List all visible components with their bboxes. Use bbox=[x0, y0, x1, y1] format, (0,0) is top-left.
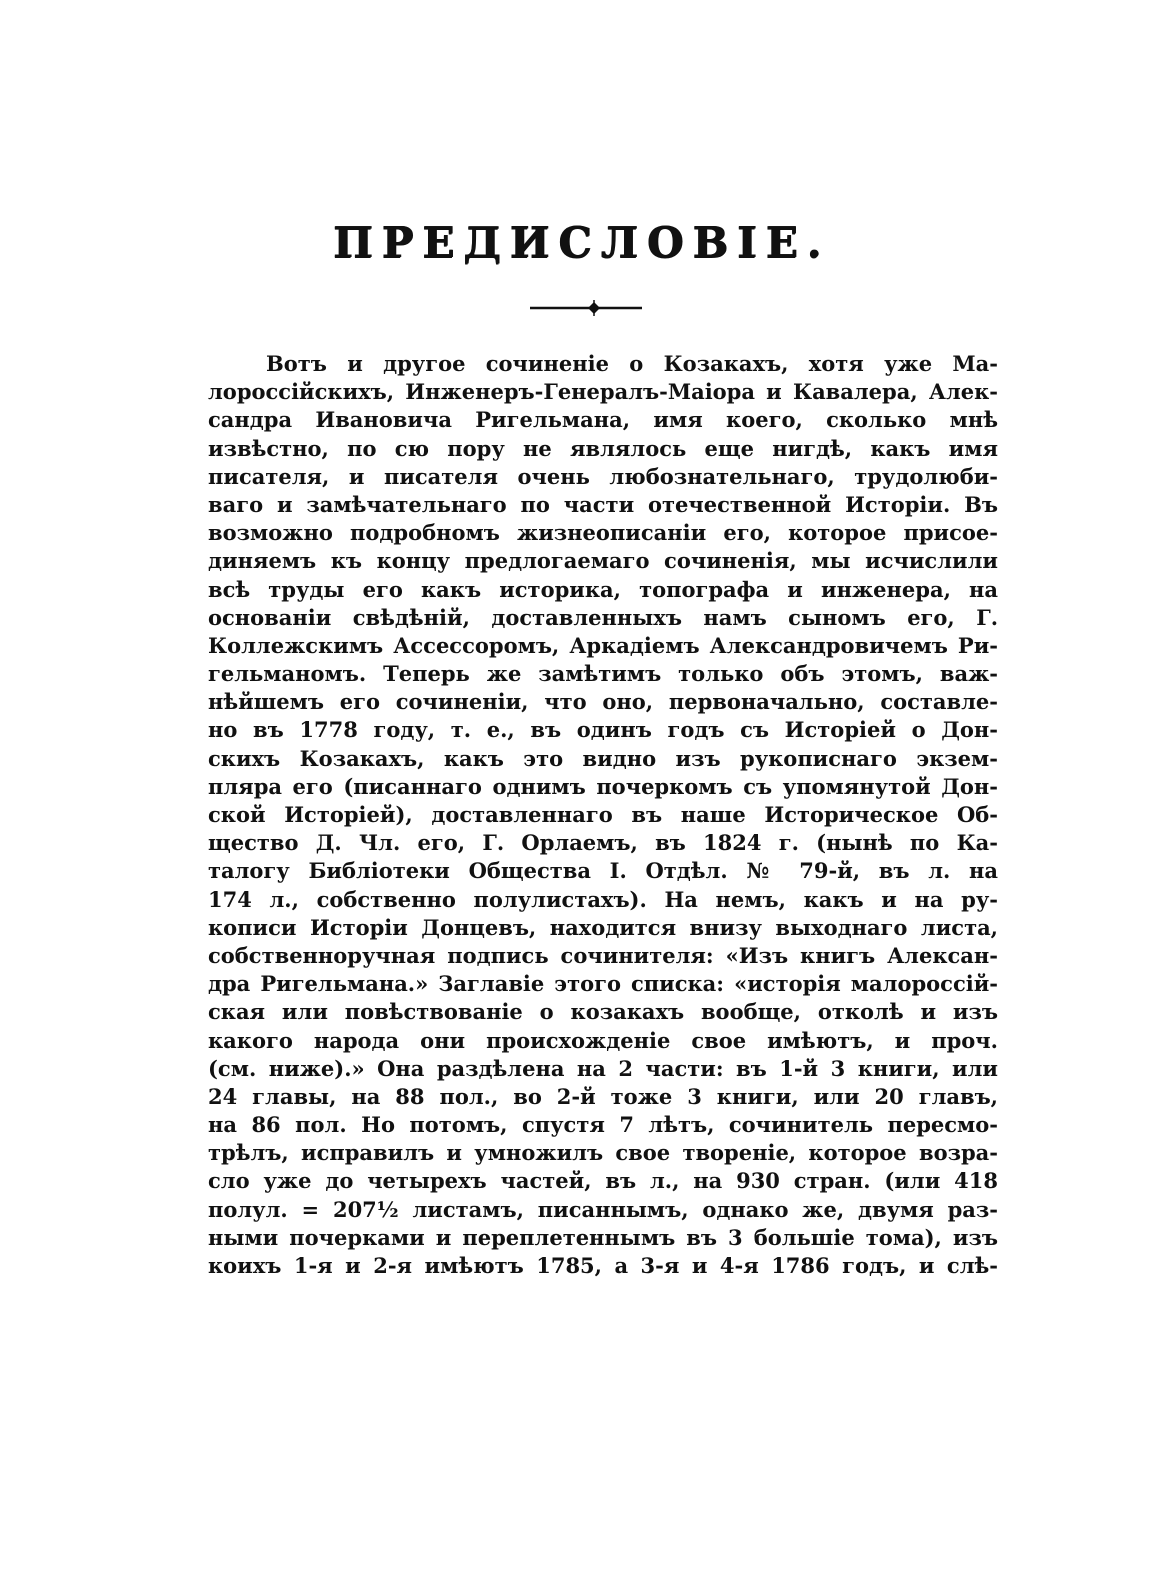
text-line: на 86 пол. Но потомъ, спустя 7 лѣтъ, сочинитель пересмо- bbox=[208, 1112, 998, 1138]
preface-text bbox=[208, 350, 998, 1280]
title-ornament bbox=[530, 300, 642, 316]
text-line: основаніи свѣдѣній, доставленныхъ намъ сыномъ его, Г. bbox=[208, 604, 998, 630]
text-line: всѣ труды его какъ историка, топографа и инженера, на bbox=[208, 576, 998, 602]
text-line: кописи Исторіи Донцевъ, находится внизу выходнаго листа, bbox=[208, 914, 998, 940]
text-line: ская или повѣствованіе о козакахъ вообще, отколѣ и изъ bbox=[208, 999, 998, 1025]
text-line: собственноручная подпись сочинителя: «Изъ книгъ Алексан- bbox=[208, 942, 998, 968]
text-line: ными почерками и переплетеннымъ въ 3 большіе тома), изъ bbox=[208, 1224, 998, 1250]
text-line: (см. ниже).» Она раздѣлена на 2 части: въ 1-й 3 книги, или bbox=[208, 1055, 998, 1081]
text-line: талогу Библіотеки Общества I. Отдѣл. № 79-й, въ л. на bbox=[208, 858, 998, 884]
text-line: Коллежскимъ Ассессоромъ, Аркадіемъ Александровичемъ Ри- bbox=[208, 632, 998, 658]
text-line: писателя, и писателя очень любознательнаго, трудолюби- bbox=[208, 463, 998, 489]
text-line: Вотъ и другое сочиненіе о Козакахъ, хотя уже Ма- bbox=[266, 351, 998, 376]
text-line: коихъ 1-я и 2-я имѣютъ 1785, а 3-я и 4-я 1786 годъ, и слѣ- bbox=[208, 1253, 998, 1278]
text-line: возможно подробномъ жизнеописаніи его, которое присое- bbox=[208, 520, 998, 546]
text-line: нѣйшемъ его сочиненіи, что оно, первоначально, составле- bbox=[208, 689, 998, 715]
text-line: ской Исторіей), доставленнаго въ наше Историческое Об- bbox=[208, 802, 998, 827]
text-line: сандра Ивановича Ригельмана, имя коего, сколько мнѣ bbox=[208, 407, 998, 433]
page-title: ПРЕДИСЛОВІЕ. bbox=[332, 218, 831, 267]
text-line: скихъ Козакахъ, какъ это видно изъ рукописнаго экзем- bbox=[208, 745, 998, 771]
text-line: пляра его (писаннаго однимъ почеркомъ съ упомянутой Дон- bbox=[208, 773, 998, 799]
text-line: диняемъ къ концу предлогаемаго сочиненія, мы исчислили bbox=[208, 548, 998, 574]
text-line: какого народа они происхожденіе свое имѣютъ, и проч. bbox=[208, 1027, 998, 1053]
text-line: 24 главы, на 88 пол., во 2-й тоже 3 книги, или 20 главъ, bbox=[208, 1083, 998, 1109]
text-line: лороссійскихъ, Инженеръ-Генералъ-Маіора и Кавалера, Алек- bbox=[208, 379, 998, 405]
text-line: гельманомъ. Теперь же замѣтимъ только объ этомъ, важ- bbox=[208, 661, 998, 687]
text-line: извѣстно, по сю пору не являлось еще нигдѣ, какъ имя bbox=[208, 435, 998, 461]
text-line: но въ 1778 году, т. е., въ одинъ годъ съ Исторіей о Дон- bbox=[208, 717, 998, 743]
text-line: полул. = 207½ листамъ, писаннымъ, однако же, двумя раз- bbox=[208, 1196, 998, 1222]
text-line: щество Д. Чл. его, Г. Орлаемъ, въ 1824 г. (нынѣ по Ка- bbox=[208, 830, 998, 856]
text-line: трѣлъ, исправилъ и умножилъ свое твореніе, которое возра- bbox=[208, 1140, 998, 1166]
text-line: 174 л., собственно полулистахъ). На немъ, какъ и на ру- bbox=[208, 886, 998, 912]
text-line: дра Ригельмана.» Заглавіе этого списка: «исторія малороссій- bbox=[208, 971, 998, 997]
text-line: сло уже до четырехъ частей, въ л., на 930 стран. (или 418 bbox=[208, 1168, 998, 1194]
text-line: ваго и замѣчательнаго по части отечественной Исторіи. Въ bbox=[208, 491, 998, 517]
